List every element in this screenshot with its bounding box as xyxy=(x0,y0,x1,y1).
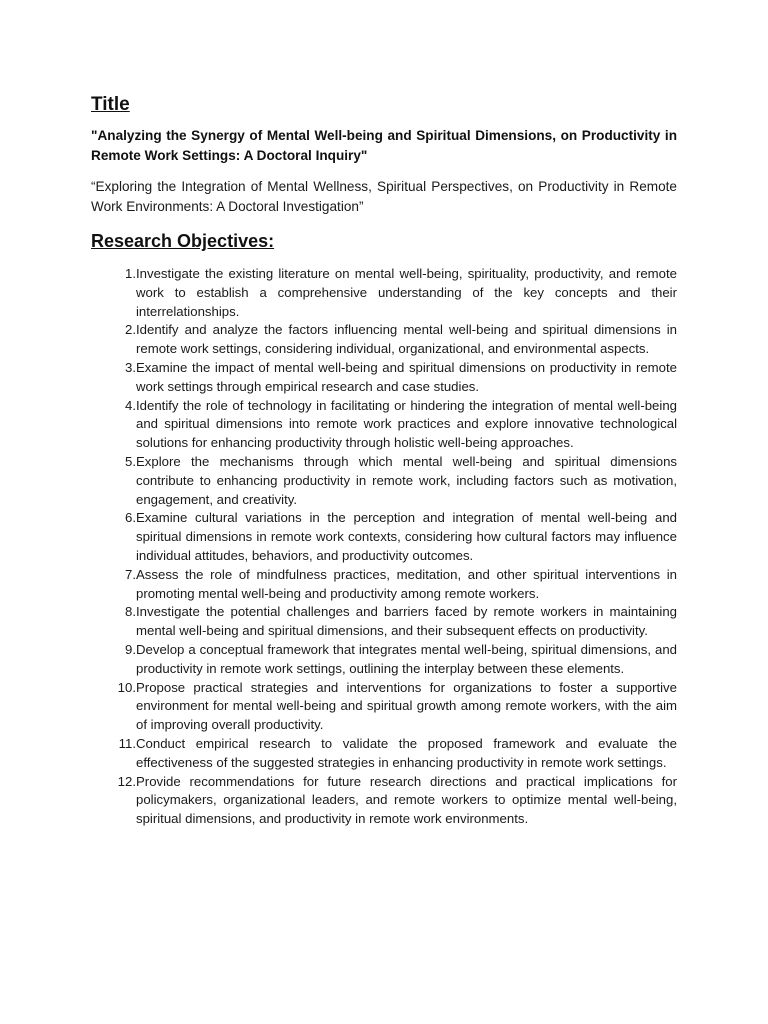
objective-number xyxy=(91,509,136,565)
objective-number xyxy=(91,735,136,773)
title-main-text: "Analyzing the Synergy of Mental Well-being and Spiritual Dimensions, on Productivity in Remote Work Settings: A Doctoral Inquiry" xyxy=(91,128,677,163)
objective-number xyxy=(91,603,136,641)
objective-number-label: 2. xyxy=(125,322,136,338)
objective-item xyxy=(91,321,677,359)
objective-number xyxy=(91,321,136,359)
objective-text: Identify the role of technology in facilitating or hindering the integration of mental well-being and spiritual dimensions into remote work practices and explore innovative technological solutions for enhancing productivity through holistic well-being approaches. xyxy=(136,397,677,451)
objective-number xyxy=(91,566,136,604)
objective-number-label: 10. xyxy=(117,679,136,695)
objective-text: Develop a conceptual framework that integrates mental well-being, spiritual dimensions, and productivity in remote work settings, outlining the interplay between these elements. xyxy=(136,641,677,676)
objective-item xyxy=(91,641,677,679)
objective-number-label: 1. xyxy=(125,266,136,281)
objective-text: Provide recommendations for future research directions and practical implications for policymakers, organizational leaders, and remote workers to optimize mental well-being, spiritual dimensions, and productivity in remote work environments. xyxy=(136,773,677,827)
objective-item xyxy=(91,679,677,735)
objective-number xyxy=(91,265,136,321)
objective-number-label: 8. xyxy=(125,604,136,620)
objective-text: Investigate the existing literature on mental well-being, spirituality, productivity, and remote work to establish a comprehensive understanding of the key concepts and their interrelationships. xyxy=(136,266,677,319)
objective-text: Examine the impact of mental well-being and spiritual dimensions on productivity in remote work settings through empirical research and case studies. xyxy=(136,359,677,394)
objective-number-label: 6. xyxy=(125,510,136,526)
objective-item xyxy=(91,566,677,604)
objective-number xyxy=(91,359,136,397)
objective-item xyxy=(91,603,677,641)
objective-number xyxy=(91,641,136,679)
title-heading: Title xyxy=(91,94,130,115)
objective-number-label: 5. xyxy=(125,453,136,469)
objective-number-label: 3. xyxy=(125,359,136,375)
research-objectives-heading: Research Objectives: xyxy=(91,231,275,251)
title-alternative-text: “Exploring the Integration of Mental Wellness, Spiritual Perspectives, on Productivity in Remote Work Environments: A Doctoral Investigation” xyxy=(91,179,677,214)
objective-number-label: 7. xyxy=(125,566,136,582)
objective-number xyxy=(91,453,136,509)
objective-number xyxy=(91,397,136,453)
objective-item xyxy=(91,265,677,321)
objective-text: Propose practical strategies and interventions for organizations to foster a supportive environment for mental well-being and spiritual growth among remote workers, with the aim of improving overall productivity. xyxy=(136,679,677,733)
objective-text: Examine cultural variations in the perception and integration of mental well-being and spiritual dimensions in remote work contexts, considering how cultural factors may influence individual attitudes, behaviors, and productivity outcomes. xyxy=(136,510,677,563)
objective-text: Conduct empirical research to validate the proposed framework and evaluate the effectiveness of the suggested strategies in enhancing productivity in remote work settings. xyxy=(136,735,677,770)
objective-item xyxy=(91,509,677,565)
objective-item xyxy=(91,359,677,397)
document-content xyxy=(91,93,677,829)
objective-number xyxy=(91,679,136,735)
research-objectives-list xyxy=(91,265,677,829)
objective-item xyxy=(91,735,677,773)
objective-number xyxy=(91,773,136,829)
objective-text: Assess the role of mindfulness practices, meditation, and other spiritual interventions in promoting mental well-being and productivity among remote workers. xyxy=(136,566,677,601)
objective-item xyxy=(91,773,677,829)
objective-item xyxy=(91,453,677,509)
objective-number-label: 12. xyxy=(117,773,136,789)
objective-number-label: 11. xyxy=(118,735,136,751)
objective-number-label: 4. xyxy=(125,397,136,413)
objective-text: Explore the mechanisms through which mental well-being and spiritual dimensions contribute to enhancing productivity in remote work, including factors such as motivation, engagement, and creativity. xyxy=(136,453,677,507)
objective-number-label: 9. xyxy=(125,641,136,657)
objective-text: Investigate the potential challenges and barriers faced by remote workers in maintaining mental well-being and spiritual dimensions, and their subsequent effects on productivity. xyxy=(136,604,677,639)
objective-text: Identify and analyze the factors influencing mental well-being and spiritual dimensions in remote work settings, considering individual, organizational, and environmental aspects. xyxy=(136,322,677,357)
objective-item xyxy=(91,397,677,453)
